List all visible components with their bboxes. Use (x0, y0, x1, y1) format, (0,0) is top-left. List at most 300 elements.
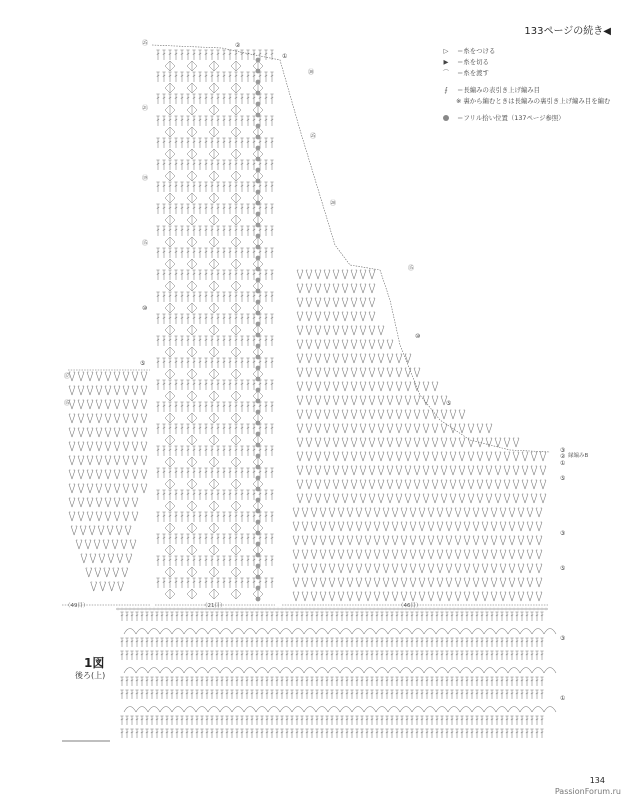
dc-stitch (325, 690, 328, 699)
dc-stitch (246, 270, 249, 280)
diamond-motif (187, 567, 197, 577)
pickup-dot (256, 465, 261, 470)
dc-stitch (264, 446, 267, 456)
v-stitch (342, 382, 348, 391)
dc-stitch (198, 50, 201, 60)
dc-stitch (325, 651, 328, 660)
chain-stitch (340, 608, 343, 610)
v-stitch (125, 526, 131, 535)
dc-stitch (240, 72, 243, 82)
v-stitch (329, 536, 335, 545)
dc-stitch (192, 204, 195, 214)
dc-stitch (460, 612, 463, 621)
dc-stitch (330, 677, 333, 686)
dc-stitch (162, 336, 165, 346)
row-marker-right: ㉚ (308, 69, 315, 76)
v-stitch (369, 312, 375, 321)
dc-stitch (375, 651, 378, 660)
v-stitch (365, 550, 371, 559)
dc-stitch (140, 690, 143, 699)
v-stitch (405, 410, 411, 419)
v-stitch (297, 452, 303, 461)
shell-stitch (244, 707, 256, 713)
diamond-motif (231, 589, 241, 599)
v-stitch (383, 508, 389, 517)
dc-stitch (485, 638, 488, 647)
dc-stitch (198, 270, 201, 280)
chain-stitch (540, 608, 543, 610)
dc-stitch (156, 578, 159, 588)
v-stitch (132, 386, 138, 395)
dc-stitch (204, 512, 207, 522)
chain-stitch (352, 608, 355, 610)
chain-stitch (132, 608, 135, 610)
dc-stitch (222, 270, 225, 280)
dc-stitch (186, 314, 189, 324)
dc-stitch (228, 248, 231, 258)
dc-stitch (186, 336, 189, 346)
dc-stitch (264, 72, 267, 82)
dc-stitch (400, 612, 403, 621)
v-stitch (423, 438, 429, 447)
dc-stitch (192, 446, 195, 456)
dc-stitch (125, 716, 128, 725)
dc-stitch (234, 578, 237, 588)
dc-stitch (222, 138, 225, 148)
diamond-motif (187, 589, 197, 599)
dc-stitch (320, 651, 323, 660)
dc-stitch (180, 534, 183, 544)
dc-stitch (240, 94, 243, 104)
v-stitch (410, 592, 416, 601)
v-stitch (423, 424, 429, 433)
v-stitch (374, 592, 380, 601)
v-stitch (504, 452, 510, 461)
dc-stitch (475, 638, 478, 647)
dc-stitch (192, 402, 195, 412)
v-stitch (527, 522, 533, 531)
dc-stitch (130, 690, 133, 699)
v-stitch (347, 564, 353, 573)
dc-stitch (345, 716, 348, 725)
dc-stitch (174, 160, 177, 170)
dc-stitch (355, 716, 358, 725)
dc-stitch (204, 490, 207, 500)
v-stitch (432, 480, 438, 489)
dc-stitch (465, 677, 468, 686)
chain-stitch (320, 608, 323, 610)
dc-stitch (174, 72, 177, 82)
dc-stitch (264, 534, 267, 544)
v-stitch (360, 480, 366, 489)
diamond-motif (165, 237, 175, 247)
v-stitch (455, 508, 461, 517)
v-stitch (536, 578, 542, 587)
v-stitch (531, 494, 537, 503)
dc-stitch (330, 690, 333, 699)
band-label: 縁編みB (568, 453, 589, 459)
outline-path (152, 45, 240, 52)
dc-stitch (222, 50, 225, 60)
dc-stitch (234, 336, 237, 346)
dc-stitch (168, 534, 171, 544)
dc-stitch (228, 50, 231, 60)
dc-stitch (275, 729, 278, 738)
v-stitch (347, 592, 353, 601)
v-stitch (98, 526, 104, 535)
v-stitch (306, 312, 312, 321)
dc-stitch (180, 402, 183, 412)
v-stitch (495, 480, 501, 489)
v-stitch (482, 592, 488, 601)
dc-stitch (204, 336, 207, 346)
diamond-motif (165, 457, 175, 467)
dc-stitch (300, 716, 303, 725)
dc-stitch (410, 612, 413, 621)
dc-stitch (156, 512, 159, 522)
dc-stitch (220, 729, 223, 738)
shell-stitch (340, 629, 352, 635)
v-stitch (410, 550, 416, 559)
dc-stitch (210, 402, 213, 412)
dc-stitch (180, 336, 183, 346)
v-stitch (383, 564, 389, 573)
dc-stitch (216, 490, 219, 500)
count-right: （46目） (398, 603, 422, 609)
dc-stitch (168, 512, 171, 522)
diamond-motif (209, 369, 219, 379)
dc-stitch (415, 651, 418, 660)
dc-stitch (220, 651, 223, 660)
v-stitch (410, 522, 416, 531)
dc-stitch (210, 336, 213, 346)
v-stitch (365, 522, 371, 531)
dc-stitch (175, 612, 178, 621)
dc-stitch (162, 270, 165, 280)
dc-stitch (355, 729, 358, 738)
dc-stitch (475, 651, 478, 660)
dc-stitch (270, 204, 273, 214)
dc-stitch (174, 512, 177, 522)
dc-stitch (280, 638, 283, 647)
dc-stitch (455, 690, 458, 699)
dc-stitch (270, 358, 273, 368)
v-stitch (130, 540, 136, 549)
shell-stitch (376, 629, 388, 635)
dc-stitch (198, 138, 201, 148)
dc-stitch (325, 716, 328, 725)
dc-stitch (140, 638, 143, 647)
dc-stitch (230, 677, 233, 686)
dc-stitch (192, 556, 195, 566)
dc-stitch (340, 651, 343, 660)
diamond-motif (231, 105, 241, 115)
row-marker-right: ② (560, 453, 566, 460)
dc-stitch (162, 182, 165, 192)
pickup-dot (256, 278, 261, 283)
v-stitch (315, 452, 321, 461)
page-number: 134 (589, 776, 605, 785)
v-stitch (459, 410, 465, 419)
dc-stitch (198, 160, 201, 170)
dc-stitch (264, 50, 267, 60)
diamond-motif (231, 61, 241, 71)
dc-stitch (216, 50, 219, 60)
dc-stitch (520, 651, 523, 660)
pickup-dot (256, 300, 261, 305)
v-stitch (342, 480, 348, 489)
shell-stitch (268, 668, 280, 674)
dc-stitch (335, 638, 338, 647)
v-stitch (518, 522, 524, 531)
diamond-motif (231, 303, 241, 313)
dc-stitch (264, 468, 267, 478)
v-stitch (522, 452, 528, 461)
v-stitch (297, 270, 303, 279)
v-stitch (495, 494, 501, 503)
dc-stitch (510, 716, 513, 725)
v-stitch (105, 400, 111, 409)
dc-stitch (435, 638, 438, 647)
dc-stitch (420, 690, 423, 699)
v-stitch (297, 466, 303, 475)
v-stitch (486, 438, 492, 447)
v-stitch (324, 424, 330, 433)
v-stitch (441, 424, 447, 433)
dc-stitch (365, 729, 368, 738)
chain-stitch (232, 608, 235, 610)
dc-stitch (145, 677, 148, 686)
dc-stitch (210, 490, 213, 500)
dc-stitch (225, 690, 228, 699)
shell-stitch (328, 629, 340, 635)
shell-stitch (184, 668, 196, 674)
diamond-motif (209, 567, 219, 577)
v-stitch (387, 480, 393, 489)
v-stitch (360, 326, 366, 335)
diamond-motif (187, 391, 197, 401)
dc-stitch (204, 204, 207, 214)
dc-stitch (162, 50, 165, 60)
v-stitch (540, 466, 546, 475)
dc-stitch (445, 690, 448, 699)
dc-stitch (204, 182, 207, 192)
v-stitch (464, 536, 470, 545)
dc-stitch (155, 651, 158, 660)
dc-stitch (205, 690, 208, 699)
diamond-motif (209, 61, 219, 71)
v-stitch (78, 414, 84, 423)
dc-stitch (530, 729, 533, 738)
dc-stitch (246, 94, 249, 104)
chain-stitch (492, 608, 495, 610)
v-stitch (320, 564, 326, 573)
dc-stitch (234, 556, 237, 566)
dc-stitch (405, 729, 408, 738)
dc-stitch (204, 72, 207, 82)
chain-stitch (424, 608, 427, 610)
dc-stitch (525, 729, 528, 738)
dc-stitch (204, 248, 207, 258)
dc-stitch (360, 677, 363, 686)
diamond-motif (209, 523, 219, 533)
diamond-motif (231, 281, 241, 291)
dc-stitch (535, 677, 538, 686)
dc-stitch (265, 651, 268, 660)
dc-stitch (162, 248, 165, 258)
dc-stitch (240, 424, 243, 434)
v-stitch (486, 452, 492, 461)
v-stitch (306, 326, 312, 335)
dc-stitch (265, 716, 268, 725)
v-stitch (441, 494, 447, 503)
v-stitch (374, 522, 380, 531)
dc-stitch (455, 729, 458, 738)
dc-stitch (365, 677, 368, 686)
shell-stitch (148, 707, 160, 713)
v-stitch (87, 442, 93, 451)
dc-stitch (216, 380, 219, 390)
pickup-dot (256, 476, 261, 481)
dc-stitch (240, 380, 243, 390)
shell-stitch (436, 668, 448, 674)
v-stitch (428, 550, 434, 559)
v-stitch (455, 592, 461, 601)
shell-stitch (220, 668, 232, 674)
v-stitch (333, 452, 339, 461)
dc-stitch (186, 138, 189, 148)
v-stitch (441, 480, 447, 489)
row-marker-right: ⑩ (415, 333, 421, 340)
shell-stitch (256, 668, 268, 674)
v-stitch (405, 354, 411, 363)
dc-stitch (234, 314, 237, 324)
v-stitch (473, 522, 479, 531)
v-stitch (78, 512, 84, 521)
dc-stitch (310, 690, 313, 699)
shell-stitch (160, 629, 172, 635)
dc-stitch (130, 677, 133, 686)
dc-stitch (192, 358, 195, 368)
dc-stitch (264, 270, 267, 280)
dc-stitch (264, 314, 267, 324)
dc-stitch (198, 490, 201, 500)
v-stitch (114, 372, 120, 381)
dc-stitch (216, 138, 219, 148)
dc-stitch (216, 94, 219, 104)
shell-stitch (316, 668, 328, 674)
dc-stitch (264, 512, 267, 522)
shell-stitch (184, 707, 196, 713)
dc-stitch (225, 651, 228, 660)
dc-stitch (240, 226, 243, 236)
pickup-dot (256, 344, 261, 349)
dc-stitch (180, 138, 183, 148)
dc-stitch (216, 270, 219, 280)
v-stitch (378, 354, 384, 363)
v-stitch (374, 578, 380, 587)
v-stitch (405, 494, 411, 503)
dc-stitch (330, 638, 333, 647)
shell-stitch (124, 629, 136, 635)
v-stitch (392, 578, 398, 587)
pickup-dot (256, 201, 261, 206)
dc-stitch (264, 292, 267, 302)
v-stitch (369, 354, 375, 363)
v-stitch (123, 470, 129, 479)
v-stitch (315, 410, 321, 419)
v-stitch (114, 484, 120, 493)
dc-stitch (400, 716, 403, 725)
v-stitch (369, 340, 375, 349)
v-stitch (351, 494, 357, 503)
v-stitch (369, 326, 375, 335)
dc-stitch (485, 729, 488, 738)
v-stitch (96, 498, 102, 507)
v-stitch (342, 466, 348, 475)
attach-yarn-icon: ▷ (443, 47, 449, 55)
v-stitch (78, 484, 84, 493)
dc-stitch (168, 314, 171, 324)
dc-stitch (160, 612, 163, 621)
dc-stitch (290, 638, 293, 647)
shell-stitch (424, 668, 436, 674)
diamond-motif (187, 523, 197, 533)
dc-stitch (170, 690, 173, 699)
dc-stitch (535, 651, 538, 660)
dc-stitch (205, 651, 208, 660)
chain-stitch (508, 608, 511, 610)
v-stitch (446, 536, 452, 545)
dc-stitch (156, 292, 159, 302)
dc-stitch (168, 336, 171, 346)
row-marker-right: ㉕ (310, 133, 317, 140)
dc-stitch (290, 651, 293, 660)
v-stitch (536, 550, 542, 559)
v-stitch (342, 452, 348, 461)
v-stitch (87, 400, 93, 409)
pickup-dot (256, 520, 261, 525)
v-stitch (87, 484, 93, 493)
chain-stitch (344, 608, 347, 610)
dc-stitch (234, 50, 237, 60)
dc-stitch (210, 248, 213, 258)
v-stitch (306, 494, 312, 503)
dc-stitch (350, 729, 353, 738)
chain-stitch (448, 608, 451, 610)
dc-stitch (195, 638, 198, 647)
count-mid: （21目） (202, 603, 226, 609)
dc-stitch (240, 182, 243, 192)
dc-stitch (215, 638, 218, 647)
pickup-dot (256, 564, 261, 569)
v-stitch (89, 526, 95, 535)
v-stitch (446, 578, 452, 587)
v-stitch (509, 522, 515, 531)
chain-stitch (496, 608, 499, 610)
pickup-dot (256, 355, 261, 360)
dc-stitch (204, 270, 207, 280)
dc-stitch (168, 50, 171, 60)
v-stitch (324, 438, 330, 447)
v-stitch (315, 354, 321, 363)
dc-stitch (156, 116, 159, 126)
dc-stitch (335, 651, 338, 660)
pickup-dot (256, 212, 261, 217)
v-stitch (450, 452, 456, 461)
dc-stitch (395, 651, 398, 660)
dc-stitch (305, 729, 308, 738)
